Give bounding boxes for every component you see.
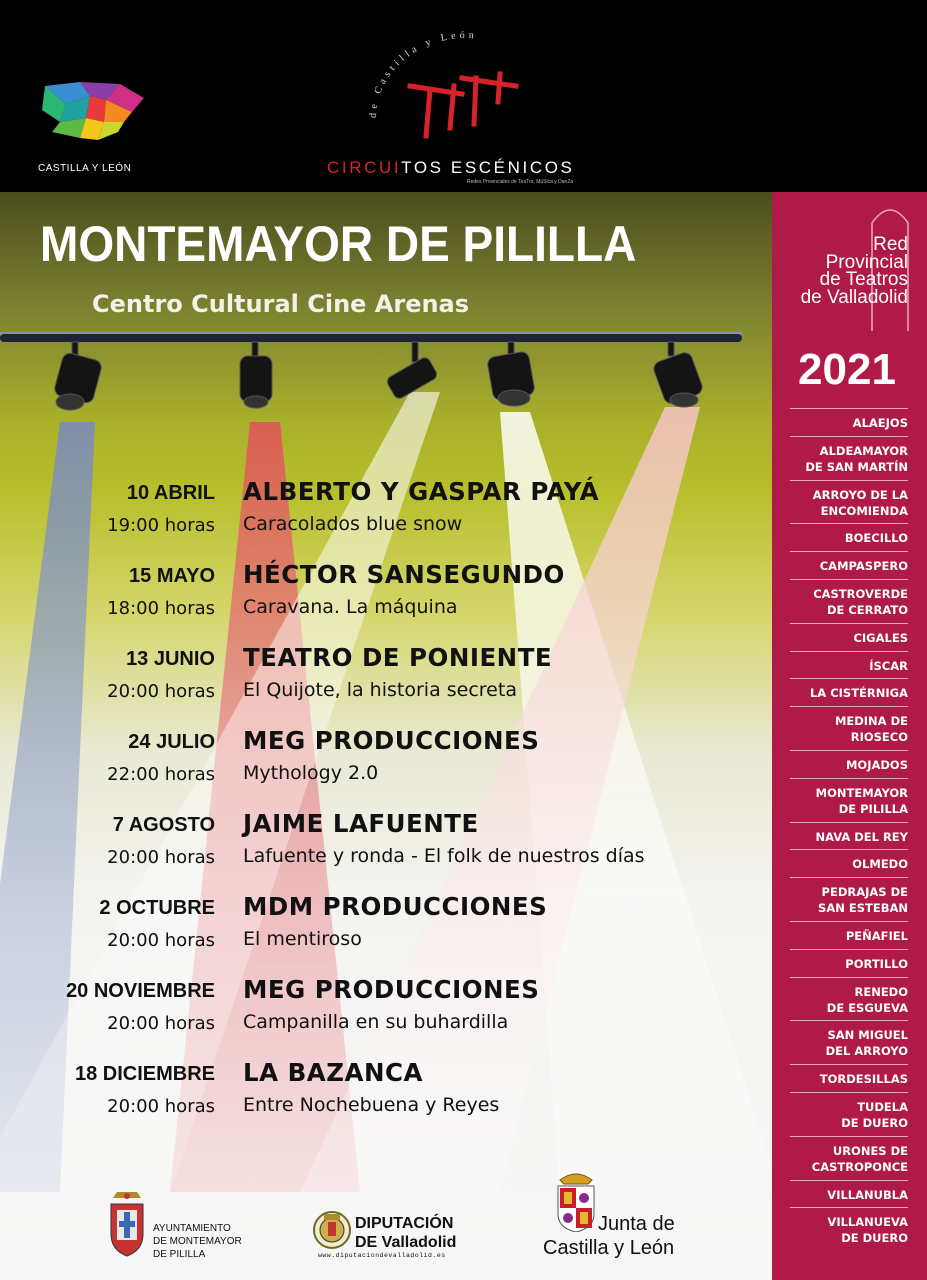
sidebar-town: ÍSCAR: [869, 658, 908, 673]
sidebar-separator: [790, 579, 908, 580]
circuitos-escenicos-emblem: [366, 28, 566, 158]
sidebar-separator: [790, 678, 908, 679]
poster-main-panel: [0, 192, 772, 1280]
event-time: 18:00 horas: [107, 598, 215, 619]
event-artist: TEATRO DE PONIENTE: [243, 643, 553, 672]
event-row: [0, 643, 772, 718]
event-row: [0, 975, 772, 1050]
event-artist: MDM PRODUCCIONES: [243, 892, 548, 921]
event-date: 13 JUNIO: [126, 648, 215, 670]
stage-spotlights: [0, 340, 772, 420]
diputacion-label: DIPUTACIÓN DE Valladolid: [355, 1215, 457, 1251]
sidebar-town: PEÑAFIEL: [845, 929, 908, 943]
circuitos-escenicos-subtitle: Redes Provinciales de TeaTro, MúSica y DanZa: [467, 179, 574, 185]
sidebar-town: ARROYO DE LA ENCOMIENDA: [812, 487, 908, 518]
region-label: CASTILLA Y LEÓN: [38, 163, 132, 174]
sidebar-town: CIGALES: [853, 630, 908, 645]
event-date: 10 ABRIL: [126, 482, 215, 504]
sidebar-separator: [790, 849, 908, 850]
sidebar-separator: [790, 1064, 908, 1065]
event-time: 22:00 horas: [107, 764, 215, 785]
emblem-arc-text: de Castilla y León: [367, 29, 479, 119]
sidebar-separator: [790, 921, 908, 922]
sidebar-separator: [790, 877, 908, 878]
event-date: 15 MAYO: [129, 565, 215, 587]
event-date: 7 AGOSTO: [112, 814, 215, 836]
sidebar-town: MOJADOS: [845, 758, 908, 772]
sidebar-separator: [790, 1180, 908, 1181]
event-time: 19:00 horas: [107, 515, 215, 536]
event-time: 20:00 horas: [107, 847, 215, 868]
sidebar-separator: [790, 1136, 908, 1137]
sidebar-town: ALDEAMAYOR DE SAN MARTÍN: [805, 443, 908, 474]
event-show: Entre Nochebuena y Reyes: [243, 1094, 500, 1116]
sidebar-town: MONTEMAYOR DE PILILLA: [815, 785, 908, 816]
venue-town-title: MONTEMAYOR DE PILILLA: [40, 216, 637, 272]
sidebar-year: 2021: [798, 345, 896, 394]
sidebar-separator: [790, 949, 908, 950]
sidebar-separator: [790, 436, 908, 437]
sidebar-separator: [790, 706, 908, 707]
sidebar-town: OLMEDO: [852, 857, 908, 872]
event-show: El mentiroso: [243, 928, 362, 950]
sidebar-town: SAN MIGUEL DEL ARROYO: [825, 1028, 908, 1059]
sidebar-separator: [790, 551, 908, 552]
spotlight-2-icon: [240, 342, 272, 408]
ayuntamiento-crest-icon: [107, 1190, 147, 1260]
event-row: [0, 726, 772, 801]
venue-hall-subtitle: Centro Cultural Cine Arenas: [92, 290, 470, 318]
sidebar-town: TORDESILLAS: [819, 1072, 908, 1087]
sidebar-town: NAVA DEL REY: [815, 829, 908, 844]
sidebar-town: CAMPASPERO: [819, 559, 908, 574]
event-show: Caravana. La máquina: [243, 596, 458, 618]
sidebar-separator: [790, 1207, 908, 1208]
sidebar-separator: [790, 977, 908, 978]
event-artist: ALBERTO Y GASPAR PAYÁ: [243, 477, 600, 506]
event-row: [0, 892, 772, 967]
event-time: 20:00 horas: [107, 681, 215, 702]
sidebar-town: TUDELA DE DUERO: [841, 1100, 908, 1130]
spotlight-1-icon: [53, 342, 103, 410]
event-show: Caracolados blue snow: [243, 513, 463, 535]
sidebar-separator: [790, 408, 908, 409]
event-row: [0, 1058, 772, 1133]
sidebar-town: LA CISTÉRNIGA: [809, 686, 908, 701]
sidebar-town: PEDRAJAS DE SAN ESTEBAN: [818, 885, 908, 916]
event-row: [0, 477, 772, 552]
sidebar-separator: [790, 778, 908, 779]
spotlight-5-icon: [652, 342, 705, 407]
sidebar-town: CASTROVERDE DE CERRATO: [813, 587, 908, 617]
sidebar-town: VILLANUBLA: [827, 1187, 908, 1202]
event-artist: JAIME LAFUENTE: [243, 809, 479, 838]
sidebar-town: PORTILLO: [845, 956, 908, 971]
event-artist: LA BAZANCA: [243, 1058, 423, 1087]
castilla-y-leon-logo: [40, 82, 150, 142]
junta-label: Junta de Castilla y León: [543, 1213, 675, 1259]
sidebar-town: VILLANUEVA DE DUERO: [827, 1215, 908, 1246]
event-artist: HÉCTOR SANSEGUNDO: [243, 560, 565, 589]
event-time: 20:00 horas: [107, 1013, 215, 1034]
event-artist: MEG PRODUCCIONES: [243, 975, 540, 1004]
sidebar-separator: [790, 480, 908, 481]
event-date: 2 OCTUBRE: [99, 897, 215, 919]
sidebar-town: MEDINA DE RIOSECO: [834, 714, 908, 745]
diputacion-crest-icon: [312, 1210, 352, 1252]
sidebar-town: RENEDO DE ESGUEVA: [826, 984, 908, 1015]
event-date: 24 JULIO: [128, 731, 215, 753]
spotlight-3-icon: [385, 342, 439, 400]
event-row: [0, 809, 772, 884]
event-show: Mythology 2.0: [243, 762, 379, 784]
sidebar-separator: [790, 1020, 908, 1021]
event-artist: MEG PRODUCCIONES: [243, 726, 540, 755]
event-time: 20:00 horas: [107, 1096, 215, 1117]
sidebar-separator: [790, 822, 908, 823]
event-show: Campanilla en su buhardilla: [243, 1011, 509, 1033]
sidebar-separator: [790, 523, 908, 524]
diputacion-url: www.diputaciondevalladolid.es: [318, 1252, 446, 1259]
sidebar-town: BOECILLO: [844, 531, 908, 546]
sidebar-separator: [790, 623, 908, 624]
event-show: Lafuente y ronda - El folk de nuestros días: [243, 845, 645, 867]
sidebar-separator: [790, 651, 908, 652]
event-date: 20 NOVIEMBRE: [66, 980, 215, 1002]
spotlight-4-icon: [486, 342, 535, 406]
event-row: [0, 560, 772, 635]
circuitos-escenicos-title: CIRCUITOS ESCÉNICOS: [327, 158, 575, 177]
header-band: [0, 0, 927, 192]
event-time: 20:00 horas: [107, 930, 215, 951]
sidebar-separator: [790, 1092, 908, 1093]
sidebar-town: URONES DE CASTROPONCE: [811, 1143, 908, 1174]
event-date: 18 DICIEMBRE: [74, 1063, 215, 1085]
sidebar-town: ALAEJOS: [852, 416, 908, 430]
event-show: El Quijote, la historia secreta: [243, 679, 517, 701]
sidebar-separator: [790, 750, 908, 751]
sidebar-network-title: Red Provincial de Teatros de Valladolid: [800, 234, 908, 308]
ayuntamiento-label: AYUNTAMIENTO DE MONTEMAYOR DE PILILLA: [153, 1223, 242, 1260]
